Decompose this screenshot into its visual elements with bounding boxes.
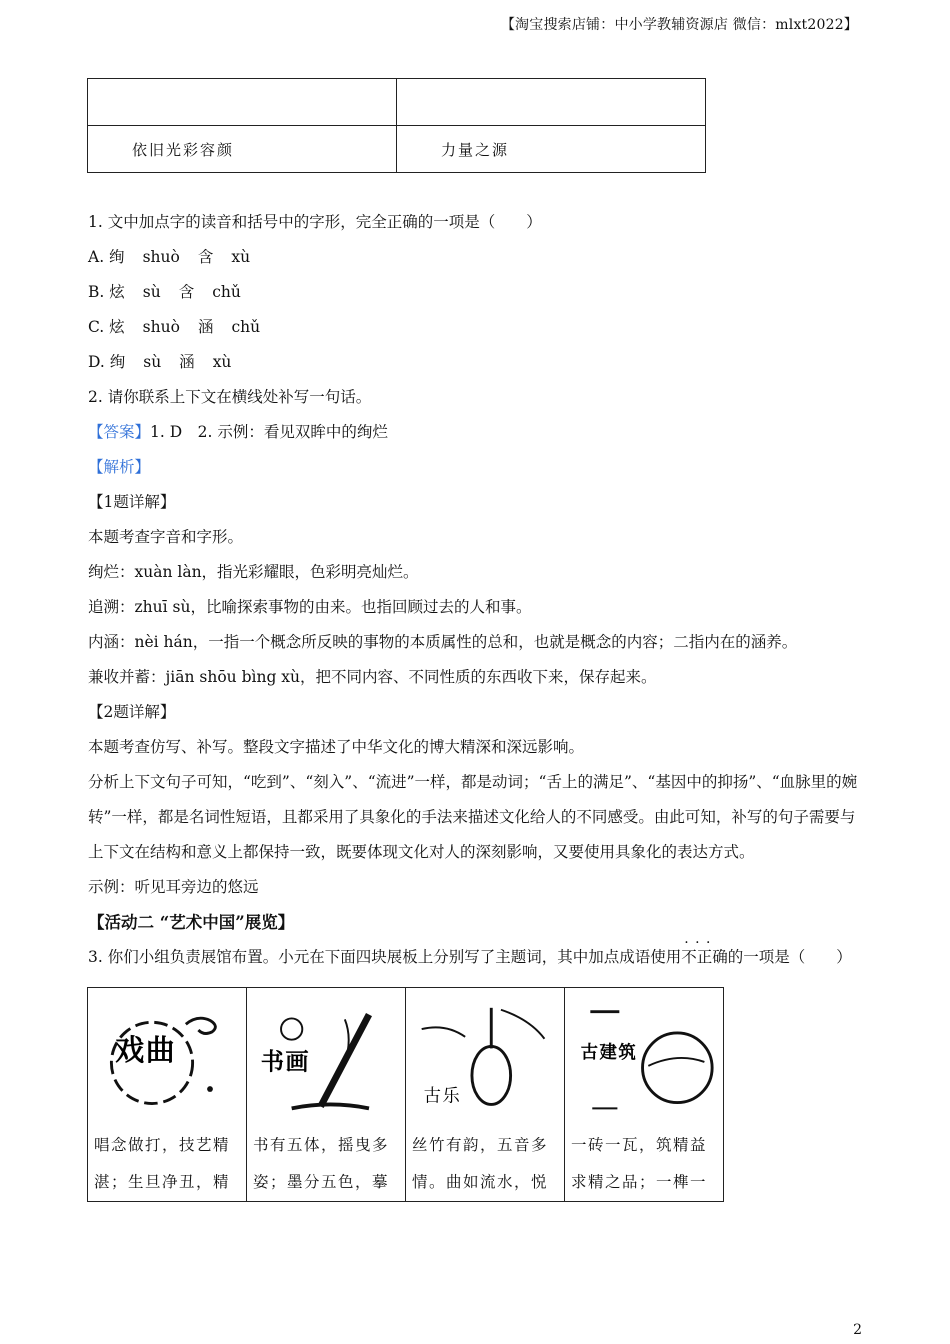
opera-illustration	[94, 998, 239, 1123]
table-row	[88, 988, 724, 1202]
panel-text: 一砖一瓦，筑精益求精之品；一榫一	[571, 1136, 708, 1191]
panel-architecture[interactable]	[565, 988, 724, 1202]
q1-option-b[interactable]: B. 炫 sù 含 chǔ	[88, 283, 241, 301]
panel-text: 丝竹有韵，五音多情。曲如流水，悦	[412, 1136, 549, 1191]
analysis-heading-1: 【1题详解】	[88, 493, 176, 511]
panel-text: 书有五体，摇曳多姿；墨分五色，摹	[253, 1136, 390, 1191]
pipa-illustration	[412, 998, 557, 1123]
analysis-paragraph: 本题考查字音和字形。	[88, 528, 244, 546]
question-content	[88, 205, 858, 975]
q1-options	[88, 240, 858, 380]
q1-option-a[interactable]: A. 绚 shuò 含 xù	[88, 248, 251, 266]
analysis-heading-2: 【2题详解】	[88, 703, 176, 721]
q1-option-c[interactable]: C. 炫 shuò 涵 chǔ	[88, 318, 261, 336]
table-cell	[397, 79, 706, 126]
q2-stem: 2. 请你联系上下文在横线处补写一句话。	[88, 388, 372, 406]
analysis-paragraph: 分析上下文句子可知，“吃到”、“刻入”、“流进”一样，都是动词；“舌上的满足”、“基因中的抑扬”、“血脉里的婉转”一样，都是名词性短语，且都采用了具象化的手法来描述文化给人的不同感受。由此可知，补写的句子需要与上下文在结构和意义上都保持一致，既要体现文化对人的深刻影响，又要使用具象化的表达方式。	[88, 773, 858, 861]
table-cell	[88, 79, 397, 126]
svg-text:书画: 书画	[260, 1048, 311, 1076]
activity2-title: 【活动二 “艺术中国”展览】	[88, 913, 295, 932]
svg-text:古乐: 古乐	[423, 1086, 462, 1107]
calligraphy-illustration	[253, 998, 398, 1123]
q3-stem: 3. 你们小组负责展馆布置。小元在下面四块展板上分别写了主题词，其中加点成语使用· · · 不正确的一项是（ ）	[88, 940, 858, 975]
analysis-paragraph: 追溯：zhuī sù，比喻探索事物的由来。也指回顾过去的人和事。	[88, 598, 532, 616]
q1-option-d[interactable]: D. 绚 sù 涵 xù	[88, 353, 232, 371]
answer-tag: 【答案】	[88, 423, 151, 441]
q1-stem: 1. 文中加点字的读音和括号中的字形，完全正确的一项是（ ）	[88, 213, 542, 231]
analysis-paragraph: 本题考查仿写、补写。整段文字描述了中华文化的博大精深和深远影响。	[88, 738, 585, 756]
analysis-paragraph: 内涵：nèi hán，一指一个概念所反映的事物的本质属性的总和，也就是概念的内容；二指内在的涵养。	[88, 633, 798, 651]
analysis-paragraph: 兼收并蓄：jiān shōu bìng xù，把不同内容、不同性质的东西收下来，保存起来。	[88, 668, 657, 686]
panel-calligraphy[interactable]	[247, 988, 406, 1202]
table-row	[88, 126, 706, 173]
panel-music[interactable]	[406, 988, 565, 1202]
exhibit-panels	[87, 987, 724, 1202]
page-number: 2	[853, 1322, 862, 1338]
analysis-paragraph: 绚烂：xuàn làn，指光彩耀眼，色彩明亮灿烂。	[88, 563, 419, 581]
analysis-example: 示例：听见耳旁边的悠远	[88, 878, 259, 896]
table-cell: 力量之源	[397, 126, 706, 173]
table-row	[88, 79, 706, 126]
header-note: 【淘宝搜索店铺：中小学教辅资源店 微信：mlxt2022】	[500, 17, 858, 33]
svg-text:戏曲: 戏曲	[115, 1033, 177, 1068]
architecture-illustration	[571, 998, 716, 1123]
emphasis-dots: · · · 不正确	[681, 940, 728, 975]
answer-line	[88, 415, 858, 450]
answer-text: 1. D 2. 示例：看见双眸中的绚烂	[150, 423, 388, 441]
panel-text: 唱念做打，技艺精湛；生旦净丑，精	[94, 1136, 231, 1191]
top-table	[87, 78, 706, 173]
panel-opera[interactable]	[88, 988, 247, 1202]
analysis-tag: 【解析】	[88, 458, 151, 476]
table-cell: 依旧光彩容颜	[88, 126, 397, 173]
svg-text:古建筑: 古建筑	[580, 1043, 638, 1064]
